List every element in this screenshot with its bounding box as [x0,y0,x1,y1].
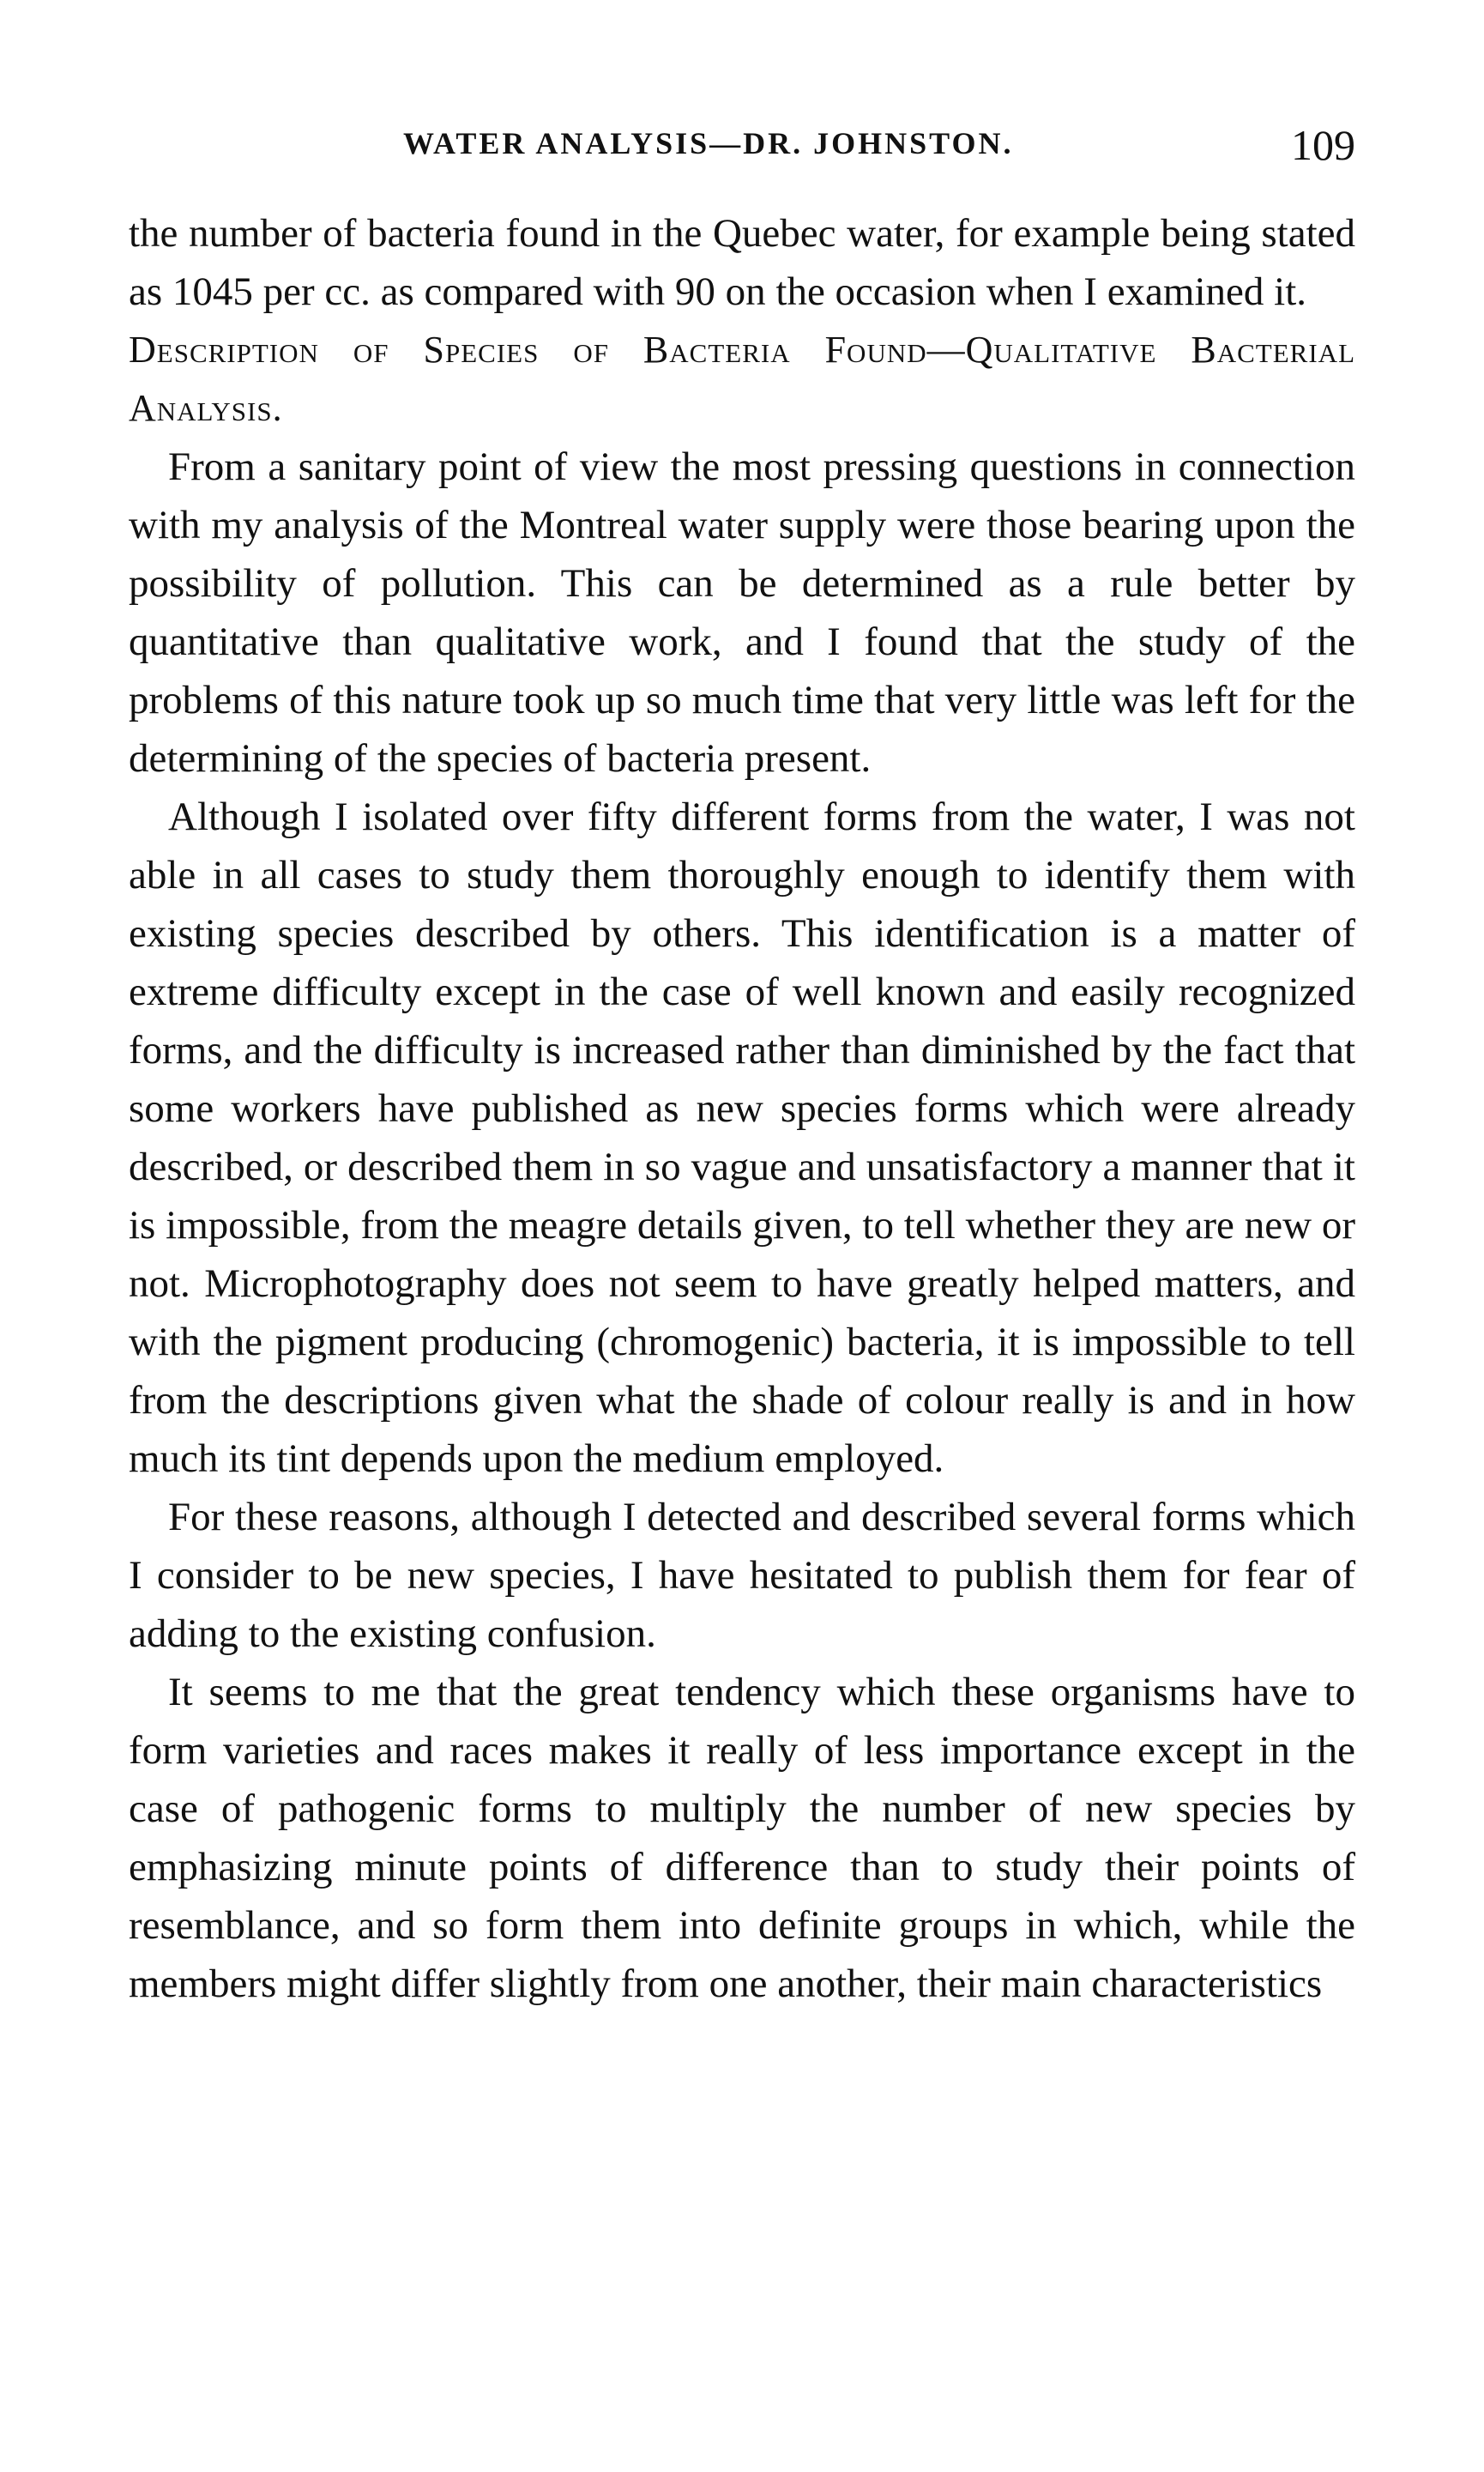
running-head [129,120,1355,172]
paragraph-4: For these reasons, although I detected and described several forms which I consider to be new species, I have hesitated to publish them for fear of adding to the existing confusion. [129,1495,1355,1656]
body-text [129,204,1355,2013]
paragraph-3: Although I isolated over fifty different forms from the water, I was not able in all cases to study them thoroughly enough to identify them with existing species described by others. This identification is a matter of extreme difficulty except in the case of well known and easily recognized forms, and the difficulty is increased rather than diminished by the fact that some workers have published as new species forms which were already described, or described them in so vague and unsatisfactory a manner that it is impossible, from the meagre details given, to tell whether they are new or not. Microphotography does not seem to have greatly helped matters, and with the pigment producing (chromogenic) bacteria, it is impossible to tell from the descriptions given what the shade of colour really is and in how much its tint depends upon the medium employed. [129,795,1355,1481]
paragraph-1: the number of bacteria found in the Quebec water, for example being stated as 1045 per cc. as compared with 90 on the occasion when I examined it. [129,211,1355,314]
paragraph-5: It seems to me that the great tendency which these organisms have to form varieties and races makes it really of less importance except in the case of pathogenic forms to multiply the number of new species by emphasizing minute points of difference than to study their points of resemblance, and so form them into definite groups in which, while the members might differ slightly from one another, their main characteristics [129,1670,1355,2006]
section-heading: Description of Species of Bacteria Found—Qualitative Bacterial Analysis. [129,329,1355,429]
running-title: WATER ANALYSIS—DR. JOHNSTON. [403,126,1014,160]
page-number: 109 [1291,121,1355,169]
paragraph-2: From a sanitary point of view the most pressing questions in connection with my analysis of the Montreal water supply were those bearing upon the possibility of pollution. This can be determined as a rule better by quantitative than qualitative work, and I found that the study of the problems of this nature took up so much time that very little was left for the determining of the species of bacteria present. [129,444,1355,781]
